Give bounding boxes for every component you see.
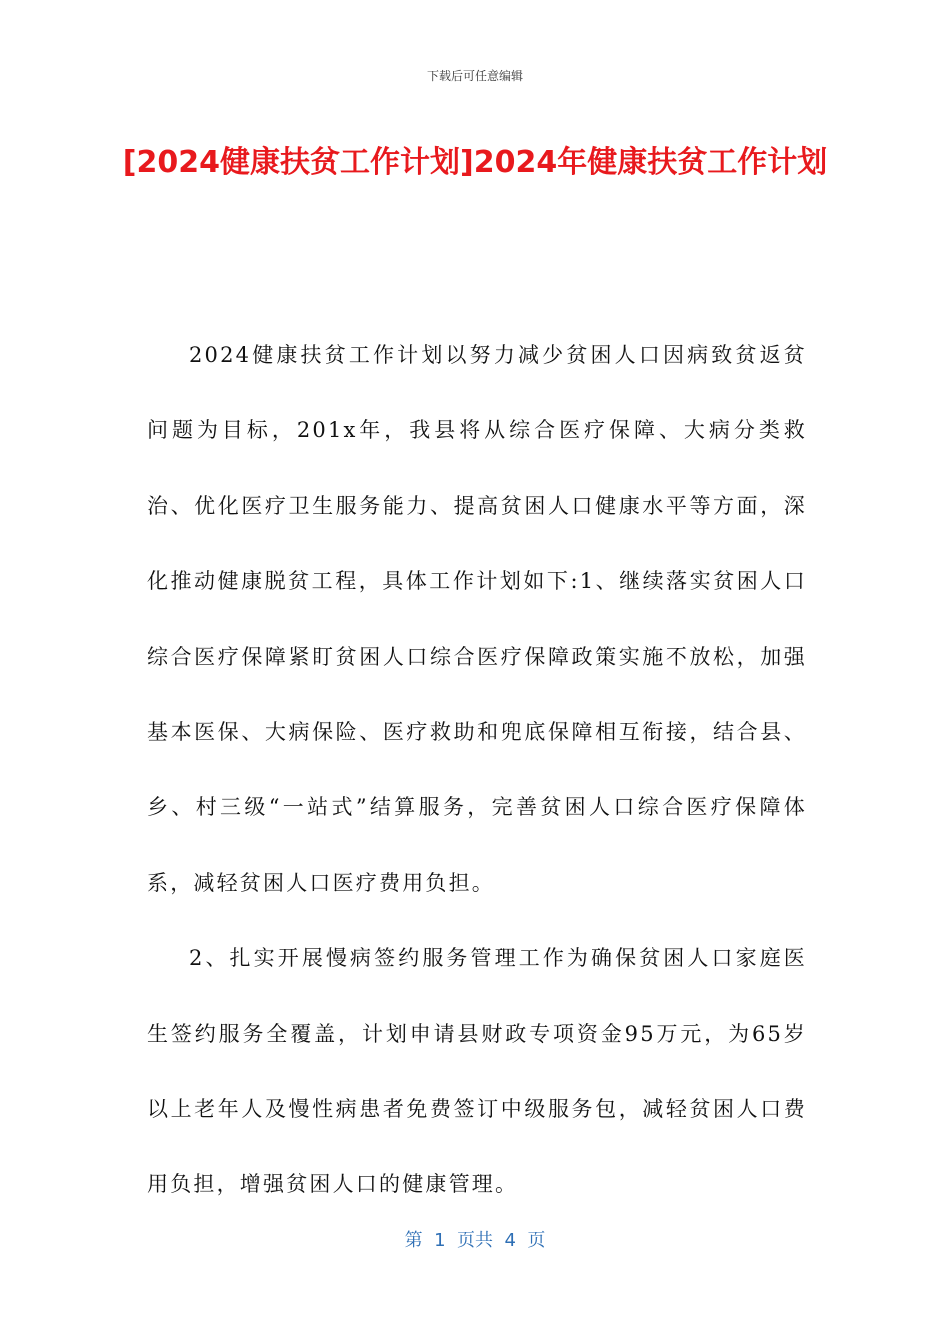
paragraph: 2、扎实开展慢病签约服务管理工作为确保贫困人口家庭医生签约服务全覆盖，计划申请县财政专项资金95万元，为65岁以上老年人及慢性病患者免费签订中级服务包，减轻贫困人口费用负担，增强贫困人口的健康管理。 — [147, 946, 807, 1197]
page-number: 第 1 页共 4 页 — [404, 1230, 546, 1251]
document-title: [2024健康扶贫工作计划]2024年健康扶贫工作计划 — [122, 145, 828, 180]
paragraph: 2024健康扶贫工作计划以努力减少贫困人口因病致贫返贫问题为目标，201x年，我县将从综合医疗保障、大病分类救治、优化医疗卫生服务能力、提高贫困人口健康水平等方面，深化推动健康脱贫工程，具体工作计划如下:1、继续落实贫困人口综合医疗保障紧盯贫困人口综合医疗保障政策实施不放松，加强基本医保、大病保险、医疗救助和兜底保障相互衔接，结合县、乡、村三级“一站式”结算服务，完善贫困人口综合医疗保障体系，减轻贫困人口医疗费用负担。 — [147, 343, 807, 895]
header-note: 下载后可任意编辑 — [426, 69, 523, 83]
document-body — [147, 318, 807, 1223]
